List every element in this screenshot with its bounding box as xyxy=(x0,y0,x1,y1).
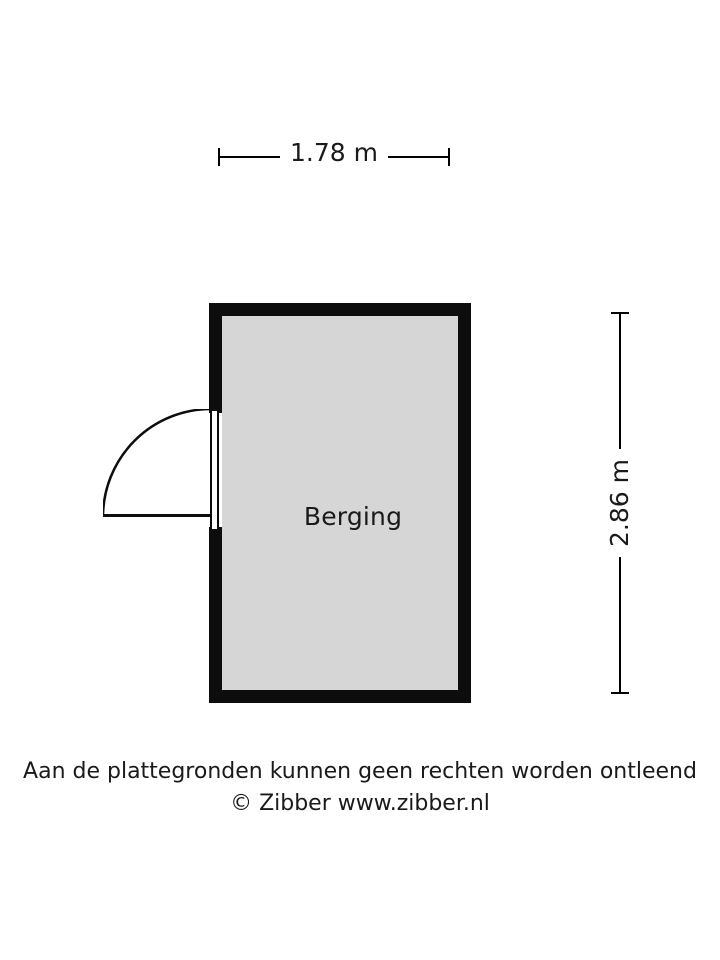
footer-disclaimer: Aan de plattegronden kunnen geen rechten worden ontleend xyxy=(23,759,697,784)
door-swing-arc xyxy=(103,409,213,531)
height-dimension-cap-top xyxy=(611,312,629,314)
room-berging xyxy=(209,303,471,703)
door-panel xyxy=(103,514,211,517)
height-dimension-label: 2.86 m xyxy=(603,449,637,557)
width-dimension xyxy=(218,140,450,174)
footer xyxy=(0,757,720,819)
width-dimension-cap-left xyxy=(218,148,220,166)
width-dimension-cap-right xyxy=(448,148,450,166)
width-dimension-label: 1.78 m xyxy=(280,136,388,170)
room-label: Berging xyxy=(303,501,403,531)
height-dimension-cap-bottom xyxy=(611,692,629,694)
footer-copyright: © Zibber www.zibber.nl xyxy=(230,791,490,816)
height-dimension xyxy=(600,312,640,694)
